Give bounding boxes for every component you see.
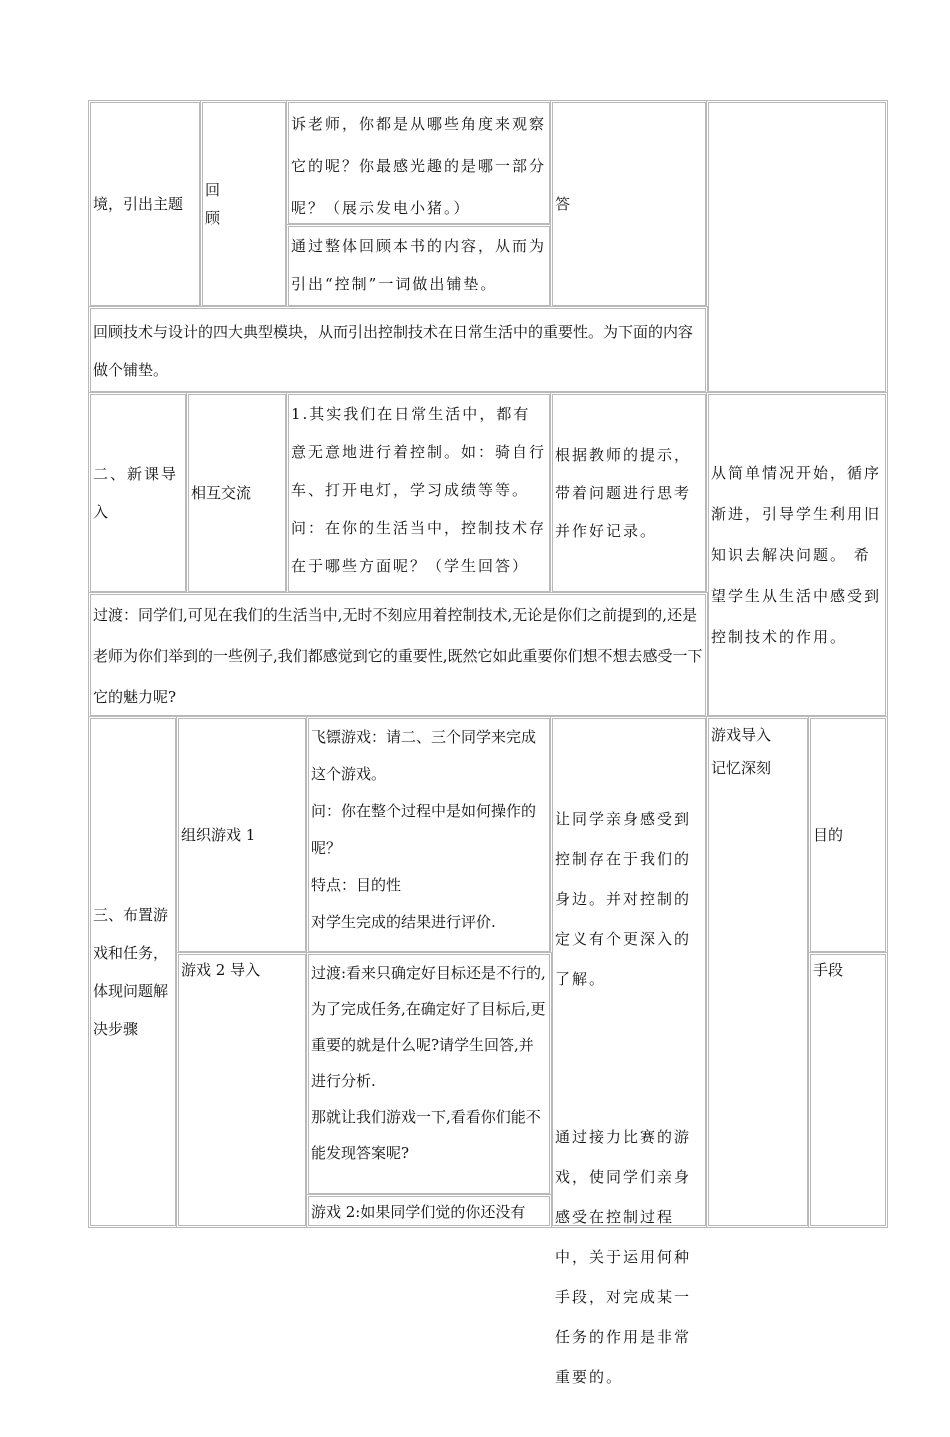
stage-text: 境，引出主题 bbox=[93, 194, 184, 213]
step-cell-game2 bbox=[176, 952, 308, 1228]
student-cell-games bbox=[550, 716, 708, 1386]
step-text: 相互交流 bbox=[191, 483, 252, 502]
student-text-game1: 让同学亲身感受到控制存在于我们的身边。并对控制的定义有个更深入的了解。 bbox=[555, 810, 692, 988]
student-cell-review bbox=[550, 100, 708, 308]
stage-cell-new-lesson bbox=[88, 392, 188, 594]
summary-row bbox=[88, 306, 708, 394]
intent-text: 从简单情况开始，循序渐进，引导学生利用旧知识去解决问题。 希望学生从生活中感受到控制技术的作用。 bbox=[711, 463, 882, 646]
summary-text: 回顾技术与设计的四大典型模块，从而引出控制技术在日常生活中的重要性。为下面的内容做个铺垫。 bbox=[93, 323, 694, 379]
keyword-cell-means bbox=[808, 952, 888, 1228]
intent-text: 游戏导入 记忆深刻 bbox=[711, 726, 772, 777]
stage-cell-intro bbox=[88, 100, 202, 308]
step-cell-game1 bbox=[176, 716, 308, 954]
teacher-cell-review-b bbox=[286, 224, 552, 308]
step-text: 回 顾 bbox=[205, 181, 221, 227]
stage-cell-games bbox=[88, 716, 178, 1228]
intent-cell-games bbox=[706, 716, 810, 1228]
intent-cell-review bbox=[706, 100, 888, 394]
step-text: 游戏 2 导入 bbox=[181, 961, 261, 979]
transition-text: 过渡：同学们,可见在我们的生活当中,无时不刻应用着控制技术,无论是你们之前提到的,还是老师为你们举到的一些例子,我们都感觉到它的重要性,既然它如此重要你们想不想去感受一下它的魅力呢? bbox=[93, 606, 703, 706]
teacher-cell-review-a bbox=[286, 100, 552, 226]
stage-text: 二、新课导入 bbox=[93, 465, 179, 521]
teacher-cell-game2b bbox=[306, 1194, 552, 1228]
step-cell-review bbox=[200, 100, 288, 308]
student-cell-exchange bbox=[550, 392, 708, 594]
step-text: 组织游戏 1 bbox=[181, 825, 256, 844]
teacher-cell-exchange bbox=[286, 392, 552, 594]
student-text: 根据教师的提示，带着问题进行思考并作好记录。 bbox=[555, 446, 692, 540]
teacher-text: 通过整体回顾本书的内容，从而为引出“控制”一词做出铺垫。 bbox=[291, 237, 547, 293]
stage-text: 三、布置游戏和任务，体现问题解决步骤 bbox=[93, 906, 169, 1038]
transition-row bbox=[88, 592, 708, 718]
teacher-text: 游戏 2:如果同学们觉的你还没有 bbox=[311, 1203, 526, 1221]
keyword-text: 目的 bbox=[813, 825, 844, 844]
teacher-text: 诉老师，你都是从哪些角度来观察它的呢？你最感光趣的是哪一部分呢？（展示发电小猪。） bbox=[291, 115, 547, 217]
teacher-cell-game1 bbox=[306, 716, 552, 954]
teacher-cell-game2 bbox=[306, 952, 552, 1196]
keyword-cell-purpose bbox=[808, 716, 888, 954]
step-cell-exchange bbox=[186, 392, 288, 594]
keyword-text: 手段 bbox=[813, 961, 844, 979]
teacher-text: 飞镖游戏：请二、三个同学来完成这个游戏。 问：你在整个过程中是如何操作的呢？ 特点：目的性 对学生完成的结果进行评价. bbox=[311, 728, 537, 931]
teacher-text: 1.其实我们在日常生活中，都有意无意地进行着控制。如：骑自行车、打开电灯，学习成绩等等。 问：在你的生活当中，控制技术存在于哪些方面呢？（学生回答） bbox=[291, 405, 547, 575]
teacher-text: 过渡:看来只确定好目标还是不行的,为了完成任务,在确定好了目标后,更重要的就是什么呢?请学生回答,并进行分析. 那就让我们游戏一下,看看你们能不能发现答案呢? bbox=[311, 964, 546, 1162]
student-text-game2: 通过接力比赛的游戏，使同学们亲身感受在控制过程中，关于运用何种手段，对完成某一任务的作用是非常重要的。 bbox=[555, 1128, 692, 1386]
intent-cell-exchange bbox=[706, 392, 888, 718]
student-text: 答 bbox=[555, 194, 571, 213]
